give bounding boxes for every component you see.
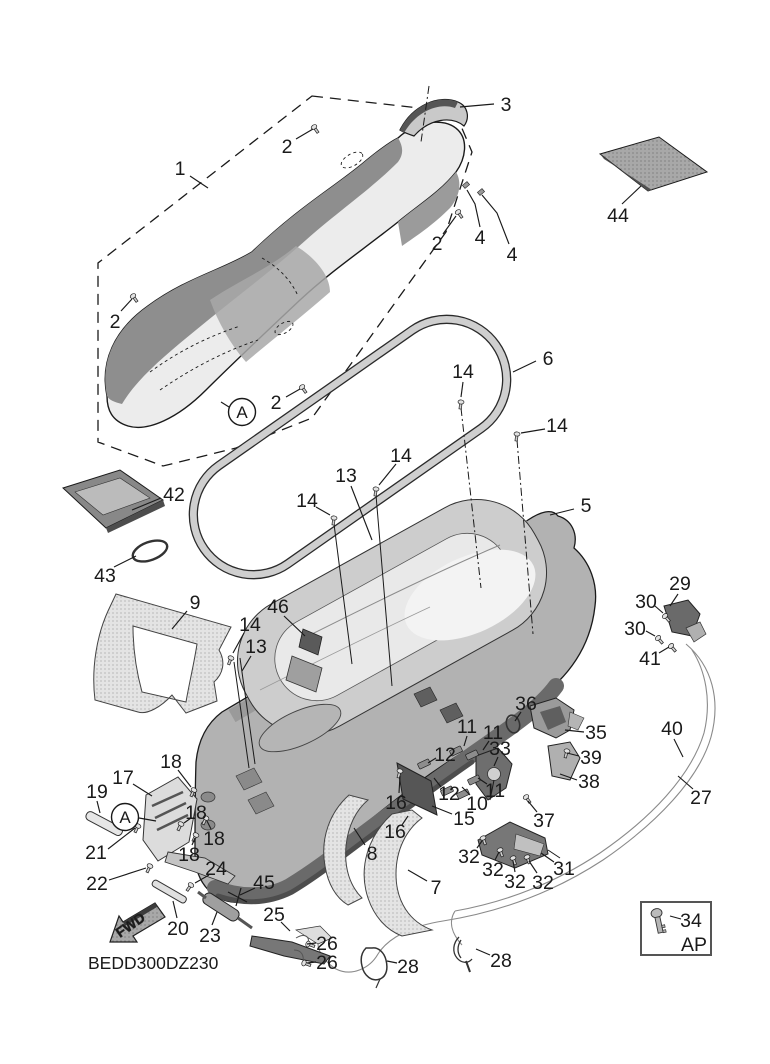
callout-42-18: 42 (163, 484, 185, 506)
callout-18-57: 18 (203, 828, 225, 850)
callout-2-4: 2 (270, 392, 282, 414)
callout-26-65: 26 (316, 952, 338, 974)
leader-line-1-0 (190, 176, 208, 188)
leader-line-28-66 (387, 961, 397, 963)
callout-14-15: 14 (239, 614, 261, 636)
leader-line-14-14 (316, 507, 330, 515)
callout-44-8: 44 (607, 205, 629, 227)
callout-45-60: 45 (253, 872, 275, 894)
screw-part-41 (667, 642, 677, 653)
leader-line-7-44 (408, 870, 427, 881)
box-boss (201, 792, 215, 802)
leader-line-26-65 (307, 962, 316, 963)
screw-part-2 (129, 293, 139, 304)
leader-line-14-11 (461, 382, 463, 397)
callout-a-70: A (236, 403, 248, 422)
callout-32-47: 32 (504, 871, 526, 893)
clip-part-4 (462, 182, 469, 189)
callout-35-28: 35 (585, 722, 607, 744)
callout-4-6: 4 (474, 227, 486, 249)
manual-part-42 (63, 470, 165, 533)
callout-13-16: 13 (335, 465, 357, 487)
callout-a-52: A (119, 808, 131, 827)
callout-13-17: 13 (245, 636, 267, 658)
callout-4-7: 4 (506, 244, 518, 266)
callout-36-31: 36 (515, 693, 537, 715)
bracket-part-38 (548, 742, 580, 780)
callout-28-66: 28 (397, 956, 419, 978)
callout-34-68: 34 (680, 910, 702, 932)
callout-27-27: 27 (690, 787, 712, 809)
callout-14-13: 14 (390, 445, 412, 467)
leader-line-14-12 (521, 429, 545, 433)
callout-39-29: 39 (580, 747, 602, 769)
callout-26-64: 26 (316, 933, 338, 955)
leader-line-2-2 (121, 299, 132, 311)
fwd-arrow-label: FWD (112, 909, 148, 941)
screw-part-2 (454, 209, 464, 220)
leader-line-43-19 (114, 556, 136, 567)
leader-line-2-3 (443, 216, 456, 234)
clip-part-4 (477, 189, 484, 196)
leader-line-2-4 (286, 389, 300, 397)
leader-line-30-24 (646, 631, 655, 636)
screw-part-24 (185, 882, 195, 893)
callout-25-63: 25 (263, 904, 285, 926)
callout-32-45: 32 (458, 846, 480, 868)
leader-line-2-1 (296, 129, 313, 139)
callout-2-2: 2 (109, 311, 121, 333)
callout-38-30: 38 (578, 771, 600, 793)
leader-line-23-62 (212, 912, 217, 925)
leader-line-17-50 (133, 784, 152, 796)
callout-31-49: 31 (553, 858, 575, 880)
leader-line-44-8 (622, 186, 641, 204)
callout-2-1: 2 (281, 136, 293, 158)
leader-line-6-9 (513, 361, 536, 372)
bolt-part-14 (226, 655, 235, 666)
bolt-part-14 (457, 400, 464, 410)
callout-33-32: 33 (489, 738, 511, 760)
callout-16-40: 16 (385, 792, 407, 814)
leader-line-14-13 (379, 464, 396, 485)
callout-20-61: 20 (167, 918, 189, 940)
callout-14-11: 14 (452, 361, 474, 383)
callout-1-0: 1 (174, 158, 186, 180)
callout-12-37: 12 (434, 744, 456, 766)
part-code: BEDD300DZ230 (88, 953, 219, 973)
callout-37-33: 37 (533, 810, 555, 832)
callout-18-58: 18 (178, 844, 200, 866)
callout-32-48: 32 (532, 872, 554, 894)
latch-part-35 (530, 698, 584, 738)
callout-23-62: 23 (199, 925, 221, 947)
callout-5-10: 5 (580, 495, 592, 517)
callout-9-20: 9 (189, 592, 201, 614)
screw-part-37 (522, 794, 532, 805)
callout-6-9: 6 (542, 348, 554, 370)
fwd-arrow-icon (110, 903, 165, 942)
leader-line-3-5 (460, 104, 494, 107)
callout-16-41: 16 (384, 821, 406, 843)
callout-8-43: 8 (366, 843, 378, 865)
pad-part-9 (94, 594, 231, 713)
callout-18-55: 18 (160, 751, 182, 773)
callout-14-12: 14 (546, 415, 568, 437)
leader-line-22-54 (109, 868, 146, 880)
callout-11-35: 11 (482, 722, 504, 744)
leader-line-4-7 (482, 195, 509, 244)
callout-19-51: 19 (86, 781, 108, 803)
callout-22-54: 22 (86, 873, 108, 895)
bolt-part-14 (330, 516, 337, 526)
band-part-43 (130, 536, 170, 565)
callout-15-42: 15 (453, 808, 475, 830)
callout-29-22: 29 (669, 573, 691, 595)
callout-11-36: 11 (484, 780, 506, 802)
leader-line-4-6 (467, 190, 480, 227)
hinge-part-29 (654, 600, 706, 653)
callout-43-19: 43 (94, 565, 116, 587)
callout-30-23: 30 (635, 591, 657, 613)
callout-10-39: 10 (466, 793, 488, 815)
sheet-part-44 (600, 137, 707, 191)
callout-46-21: 46 (267, 596, 289, 618)
callout-17-50: 17 (112, 767, 134, 789)
callout-11-34: 11 (456, 716, 478, 738)
callout-24-59: 24 (205, 858, 227, 880)
callout-30-24: 30 (624, 618, 646, 640)
callout-18-56: 18 (185, 802, 207, 824)
callout-32-46: 32 (482, 859, 504, 881)
callout-14-14: 14 (296, 490, 318, 512)
leader-line-28-67 (476, 949, 490, 955)
bolt-part-14 (513, 432, 520, 442)
callout-2-3: 2 (431, 233, 443, 255)
leader-line-a-70 (221, 402, 229, 407)
rod-part-20 (151, 879, 187, 904)
callout-3-5: 3 (500, 94, 512, 116)
callout-ap-69: AP (680, 934, 708, 956)
callout-7-44: 7 (430, 877, 442, 899)
callout-28-67: 28 (490, 950, 512, 972)
screw-part-30 (654, 634, 664, 645)
callout-12-38: 12 (438, 783, 460, 805)
callout-40-26: 40 (661, 718, 683, 740)
callout-21-53: 21 (85, 842, 107, 864)
leader-line-40-26 (674, 739, 683, 757)
leader-line-20-61 (173, 901, 177, 918)
callout-41-25: 41 (639, 648, 661, 670)
